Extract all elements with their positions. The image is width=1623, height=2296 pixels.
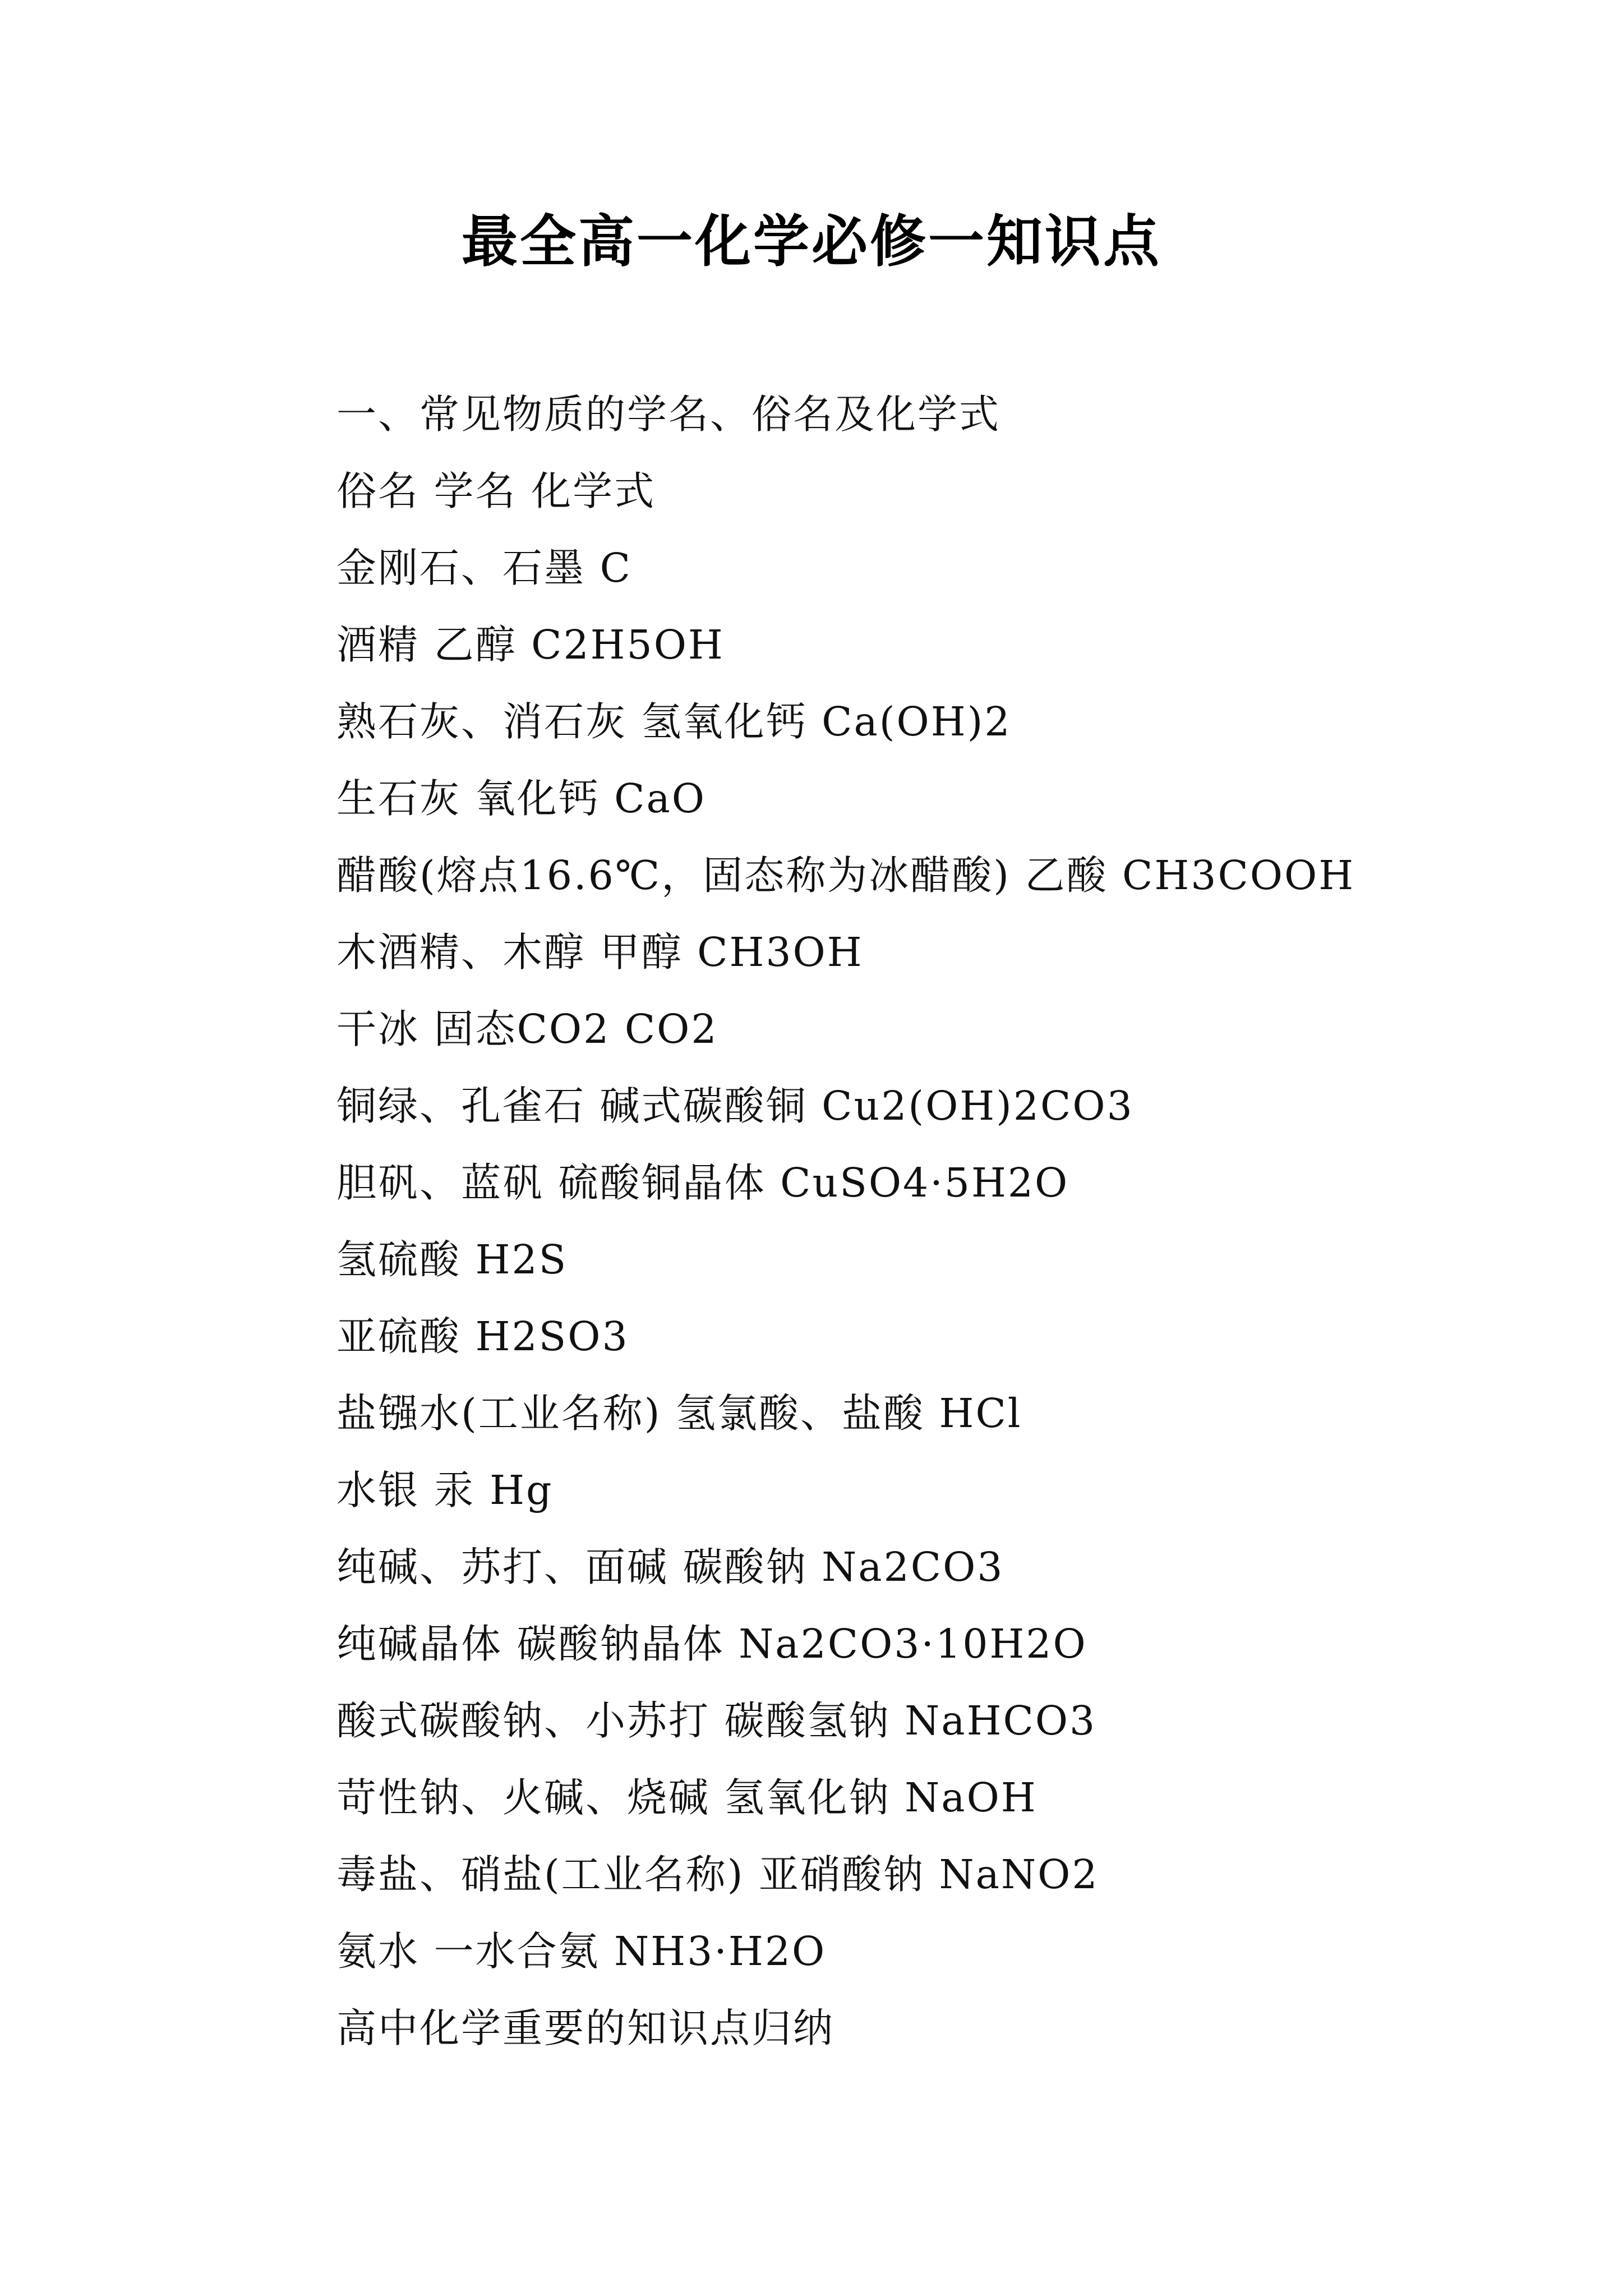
text-line: 熟石灰、消石灰 氢氧化钙 Ca(OH)2 [336,698,1012,745]
text-line: 一、常见物质的学名、俗名及化学式 [336,391,1001,438]
text-line: 醋酸(熔点16.6℃，固态称为冰醋酸) 乙酸 CH3COOH [336,852,1355,899]
body-text [336,376,1542,2067]
text-line: 铜绿、孔雀石 碱式碳酸铜 Cu2(OH)2CO3 [336,1083,1134,1129]
text-line: 水银 汞 Hg [336,1467,554,1513]
text-line: 纯碱、苏打、面碱 碳酸钠 Na2CO3 [336,1544,1004,1590]
text-line: 生石灰 氧化钙 CaO [336,775,707,822]
text-line: 盐镪水(工业名称) 氢氯酸、盐酸 HCl [336,1390,1022,1437]
text-line: 木酒精、木醇 甲醇 CH3OH [336,929,864,976]
text-line: 干冰 固态CO2 CO2 [336,1006,718,1052]
text-line: 纯碱晶体 碳酸钠晶体 Na2CO3·10H2O [336,1621,1087,1667]
text-line: 氢硫酸 H2S [336,1236,568,1283]
text-line: 胆矾、蓝矾 硫酸铜晶体 CuSO4·5H2O [336,1159,1069,1206]
document-title: 最全高一化学必修一知识点 [462,208,1161,274]
text-line: 酸式碳酸钠、小苏打 碳酸氢钠 NaHCO3 [336,1697,1097,1744]
text-line: 氨水 一水合氨 NH3·H2O [336,1928,827,1975]
text-line: 苛性钠、火碱、烧碱 氢氧化钠 NaOH [336,1774,1038,1821]
text-line: 毒盐、硝盐(工业名称) 亚硝酸钠 NaNO2 [336,1851,1099,1898]
text-line: 金刚石、石墨 C [336,545,632,591]
text-line: 亚硫酸 H2SO3 [336,1313,629,1360]
text-line: 酒精 乙醇 C2H5OH [336,622,725,668]
text-line: 高中化学重要的知识点归纳 [336,2005,835,2051]
text-line: 俗名 学名 化学式 [336,468,656,514]
